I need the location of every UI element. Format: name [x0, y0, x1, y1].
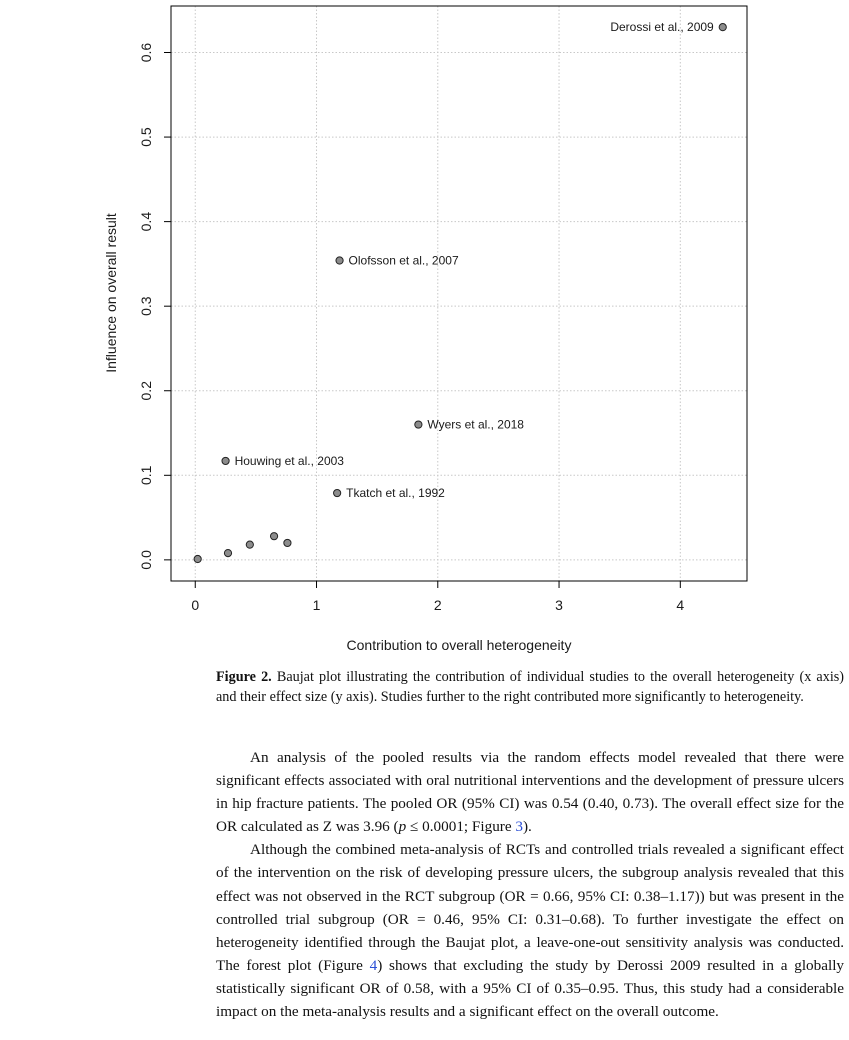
- data-point: [284, 539, 291, 546]
- data-point: [222, 457, 229, 464]
- data-point: [336, 257, 343, 264]
- figure-label: Figure 2.: [216, 669, 272, 685]
- point-label: Olofsson et al., 2007: [348, 253, 459, 268]
- data-point: [246, 541, 253, 548]
- data-points: [194, 20, 726, 562]
- y-axis-label: Influence on overall result: [103, 213, 119, 373]
- y-tick-label: 0.4: [138, 211, 154, 232]
- paragraph-1-text-a: An analysis of the pooled results via the random effects model revealed that there were significant effects associated with oral nutritional interventions and the development of pressure ulcers in hip fracture patients. The pooled OR (95% CI) was 0.54 (0.40, 0.73). The overall effect size for the OR calculated as Z was 3.96 (: [216, 749, 844, 836]
- paragraph-2: [216, 838, 844, 1023]
- x-tick-label: 3: [555, 597, 563, 613]
- paragraph-1-text-b: ≤ 0.0001; Figure: [406, 818, 516, 836]
- plot-frame: [171, 6, 747, 581]
- data-point: [719, 24, 726, 31]
- paragraph-2-text-a: Although the combined meta-analysis of RCTs and controlled trials revealed a significant effect of the intervention on the risk of developing pressure ulcers, the subgroup analysis revealed that this effect was not observed in the RCT subgroup (OR = 0.66, 95% CI: 0.38–1.17)) but was present in the controlled trial subgroup (OR = 0.46, 95% CI: 0.31–0.68). To further investigate the effect on heterogeneity identified through the Baujat plot, a leave-one-out sensitivity analysis was conducted. The forest plot (Figure: [216, 841, 844, 974]
- point-label: Tkatch et al., 1992: [346, 486, 445, 501]
- data-point: [334, 489, 341, 496]
- p-value-symbol: p: [398, 818, 407, 836]
- data-point: [270, 533, 277, 540]
- point-label: Wyers et al., 2018: [427, 417, 524, 432]
- point-label: Houwing et al., 2003: [234, 453, 344, 468]
- article-body: [216, 746, 844, 1023]
- y-tick-label: 0.0: [138, 550, 154, 570]
- figure-3-link[interactable]: 3: [515, 818, 523, 836]
- x-tick-label: 0: [191, 597, 200, 613]
- figure-caption-text: Baujat plot illustrating the contribution of individual studies to the overall heterogeneity (x axis) and their effect size (y axis). Studies further to the right contributed more significantly to heterogeneity.: [216, 669, 845, 706]
- grid-lines: [171, 6, 747, 581]
- x-tick-label: 2: [433, 597, 442, 613]
- figure-4-link[interactable]: 4: [369, 956, 378, 974]
- data-point: [415, 421, 422, 428]
- paragraph-2-text-b: ) shows that excluding the study by Derossi 2009 resulted in a globally statistically significant OR of 0.58, with a 95% CI of 0.35–0.95. Thus, this study had a considerable impact on the meta-analysis results and a significant effect on the overall outcome.: [216, 956, 845, 1021]
- point-label: Derossi et al., 2009: [610, 20, 714, 35]
- y-tick-label: 0.3: [138, 296, 154, 316]
- paragraph-1-text-c: ).: [522, 818, 532, 836]
- x-tick-label: 4: [676, 597, 685, 613]
- x-tick-label: 1: [312, 597, 321, 613]
- y-tick-label: 0.6: [138, 42, 154, 63]
- y-tick-label: 0.1: [138, 465, 154, 486]
- y-axis: [138, 43, 171, 570]
- x-axis-label: Contribution to overall heterogeneity: [346, 637, 572, 653]
- x-axis: [191, 581, 684, 613]
- data-point: [194, 555, 201, 562]
- figure-caption: [216, 667, 844, 708]
- paragraph-1: [216, 746, 844, 838]
- y-tick-label: 0.5: [138, 127, 154, 147]
- data-point: [224, 549, 231, 556]
- y-tick-label: 0.2: [138, 381, 154, 401]
